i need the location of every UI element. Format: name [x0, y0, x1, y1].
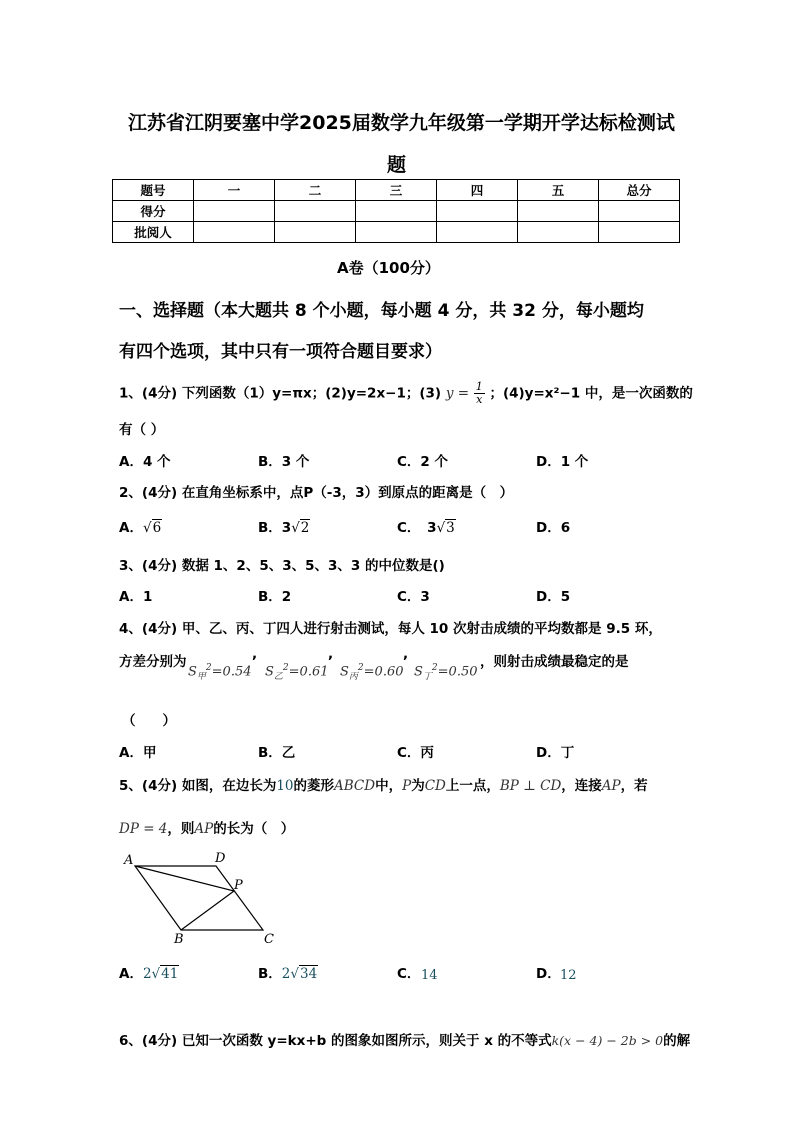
label-p: P [234, 878, 243, 893]
q5-option-c-label: C． [397, 966, 421, 982]
header-cell: 一 [194, 180, 275, 201]
question-4-line1: 4、(4分) 甲、乙、丙、丁四人进行射击测试，每人 10 次射击成绩的平均数都是 9.5 环， [119, 621, 662, 637]
q5-segment-ap: AP [601, 778, 621, 794]
q5-t1: 5、(4分) 如图，在边长为 [119, 778, 277, 794]
q5-rhombus-name: ABCD [334, 778, 376, 794]
q5-option-b-coef: 2 [281, 966, 291, 982]
q3-option-c[interactable]: C．3 [397, 589, 430, 605]
q5-t5: 上一点， [445, 778, 500, 794]
q1-frac-den: x [476, 393, 483, 406]
question-1-line2: 有（ ） [119, 422, 165, 438]
part1-heading-line2: 有四个选项，其中只有一项符合题目要求） [119, 342, 442, 362]
score-table-header-row [113, 180, 680, 201]
variance-jia: $S_甲^2=0.54$ [188, 663, 252, 682]
q5-t7: ，若 [620, 778, 648, 794]
label-c: C [264, 932, 274, 947]
sqrt-icon: √ [142, 520, 152, 536]
q5-perpendicular: BP ⊥ CD [499, 778, 562, 794]
q5-option-b[interactable] [258, 962, 318, 982]
q2-option-d[interactable]: D．6 [536, 520, 571, 536]
row-label: 得分 [113, 201, 194, 222]
empty-cell [356, 222, 437, 243]
empty-cell [275, 222, 356, 243]
empty-cell [518, 201, 599, 222]
variance-bing: $S_丙^2=0.60$ [340, 663, 404, 682]
exam-title-line1: 江苏省江阴要塞中学2025届数学九年级第一学期开学达标检测试 [128, 112, 675, 134]
q5-option-d-value: 12 [560, 968, 577, 983]
variance-value: =0.61 [288, 664, 329, 680]
segment-bp [181, 891, 234, 930]
q6-text-a: 6、(4分) 已知一次函数 y=kx+b 的图象如图所示，则关于 x 的不等式 [119, 1033, 552, 1049]
question-4-line2-tail: ，则射击成绩最稳定的是 [480, 654, 629, 670]
q1-text-a: 1、(4分) 下列函数（1）y=πx；(2)y=2x−1；(3) [119, 385, 442, 402]
header-cell: 二 [275, 180, 356, 201]
label-b: B [174, 932, 184, 947]
sqrt-icon: √ [290, 966, 299, 982]
empty-cell [437, 201, 518, 222]
q2-option-b-radicand: 2 [300, 520, 310, 536]
sqrt-icon: √ [291, 520, 300, 536]
q4-option-d[interactable]: D．丁 [536, 745, 575, 761]
variance-sub: 丁 [422, 671, 432, 682]
q5-t8: ，则 [167, 821, 195, 837]
q6-text-b: 的解 [663, 1033, 691, 1049]
q1-frac-lhs: y = [445, 385, 470, 402]
q2-option-a-radicand: 6 [152, 520, 162, 536]
q5-option-a-radicand: 41 [161, 966, 179, 982]
q3-option-d[interactable]: D．5 [536, 589, 571, 605]
q2-option-a[interactable] [119, 516, 162, 536]
q1-option-b[interactable]: B．3 个 [258, 454, 310, 470]
q5-segment-ap-2: AP [194, 821, 214, 837]
question-6-line1 [119, 1029, 690, 1049]
q5-t6: ，连接 [561, 778, 602, 794]
q5-option-a[interactable] [119, 962, 179, 982]
q4-option-a[interactable]: A．甲 [119, 745, 157, 761]
q5-option-b-label: B． [258, 966, 282, 982]
label-d: D [215, 851, 226, 866]
q2-option-b-label: B．3 [258, 520, 292, 536]
q5-t3: 中， [375, 778, 403, 794]
comma: , [252, 646, 258, 662]
q1-option-a[interactable]: A．4 个 [119, 454, 171, 470]
sqrt-icon: √ [436, 520, 446, 536]
empty-cell [518, 222, 599, 243]
empty-cell [599, 222, 680, 243]
q5-point-p: P [402, 778, 412, 794]
variance-sub: 乙 [273, 671, 283, 682]
q5-dp-value: DP = 4 [119, 821, 168, 837]
header-cell: 题号 [113, 180, 194, 201]
q5-option-d[interactable] [536, 962, 561, 982]
score-row [113, 201, 680, 222]
q5-t2: 的菱形 [293, 778, 335, 794]
variance-sub: 丙 [348, 671, 358, 682]
q2-option-c-label: C． 3 [397, 520, 437, 536]
header-cell: 总分 [599, 180, 680, 201]
q5-side-length: 10 [276, 778, 294, 794]
rhombus-abcd [135, 866, 263, 930]
part1-heading-line1: 一、选择题（本大题共 8 个小题，每小题 4 分，共 32 分，每小题均 [119, 301, 644, 321]
q1-option-c[interactable]: C．2 个 [397, 454, 449, 470]
variance-ding: $S_丁^2=0.50$ [414, 663, 478, 682]
q1-fraction [474, 381, 485, 406]
rhombus-lines [135, 866, 263, 930]
variance-sub: 甲 [196, 671, 206, 682]
question-5-line2 [119, 817, 294, 837]
q3-option-b[interactable]: B．2 [258, 589, 292, 605]
q2-option-a-label: A． [119, 520, 143, 536]
score-table [112, 179, 680, 243]
question-3: 3、(4分) 数据 1、2、5、3、5、3、3 的中位数是() [119, 558, 445, 574]
comma: , [403, 646, 409, 662]
q3-option-a[interactable]: A．1 [119, 589, 153, 605]
section-a-heading: A卷（100分） [337, 259, 440, 277]
empty-cell [356, 201, 437, 222]
header-cell: 三 [356, 180, 437, 201]
q2-option-c-radicand: 3 [446, 520, 455, 536]
q5-option-c-value: 14 [421, 968, 438, 983]
q5-t4: 为 [411, 778, 425, 794]
reviewer-row [113, 222, 680, 243]
q5-option-b-radicand: 34 [300, 966, 318, 982]
question-4-bracket: （ ） [122, 713, 176, 729]
q5-segment-cd: CD [424, 778, 446, 794]
question-2: 2、(4分) 在直角坐标系中，点P（-3，3）到原点的距离是（ ） [119, 485, 514, 501]
q5-option-d-label: D． [536, 966, 561, 982]
q6-inequality: k(x − 4) − 2b > 0 [551, 1033, 664, 1048]
q4-option-b[interactable]: B．乙 [258, 745, 296, 761]
q4-option-c[interactable]: C．丙 [397, 745, 434, 761]
question-5-line1 [119, 774, 648, 794]
q5-option-a-coef: 2 [142, 966, 152, 982]
q1-text-b: ；(4)y=x²−1 中，是一次函数的 [489, 385, 693, 402]
row-label: 批阅人 [113, 222, 194, 243]
q1-frac-num: 1 [475, 380, 483, 393]
question-1-line1 [119, 381, 693, 406]
variance-value: =0.50 [437, 664, 478, 680]
empty-cell [194, 222, 275, 243]
q2-option-b[interactable] [258, 516, 310, 536]
sqrt-icon: √ [151, 966, 161, 982]
label-a: A [124, 853, 134, 868]
q5-option-a-label: A． [119, 966, 143, 982]
rhombus-figure [118, 848, 288, 948]
empty-cell [275, 201, 356, 222]
q1-option-d[interactable]: D．1 个 [536, 454, 589, 470]
question-4-line2-label: 方差分别为 [119, 654, 187, 670]
empty-cell [599, 201, 680, 222]
empty-cell [194, 201, 275, 222]
header-cell: 四 [437, 180, 518, 201]
variance-yi: $S_乙^2=0.61$ [265, 663, 329, 682]
comma: , [328, 646, 334, 662]
q5-t9: 的长为（ ） [213, 821, 295, 837]
header-cell: 五 [518, 180, 599, 201]
empty-cell [437, 222, 518, 243]
q5-option-c[interactable] [397, 962, 420, 982]
variance-value: =0.54 [211, 664, 252, 680]
exam-title-line2: 题 [387, 154, 407, 176]
q2-option-c[interactable] [397, 516, 456, 536]
variance-value: =0.60 [363, 664, 404, 680]
